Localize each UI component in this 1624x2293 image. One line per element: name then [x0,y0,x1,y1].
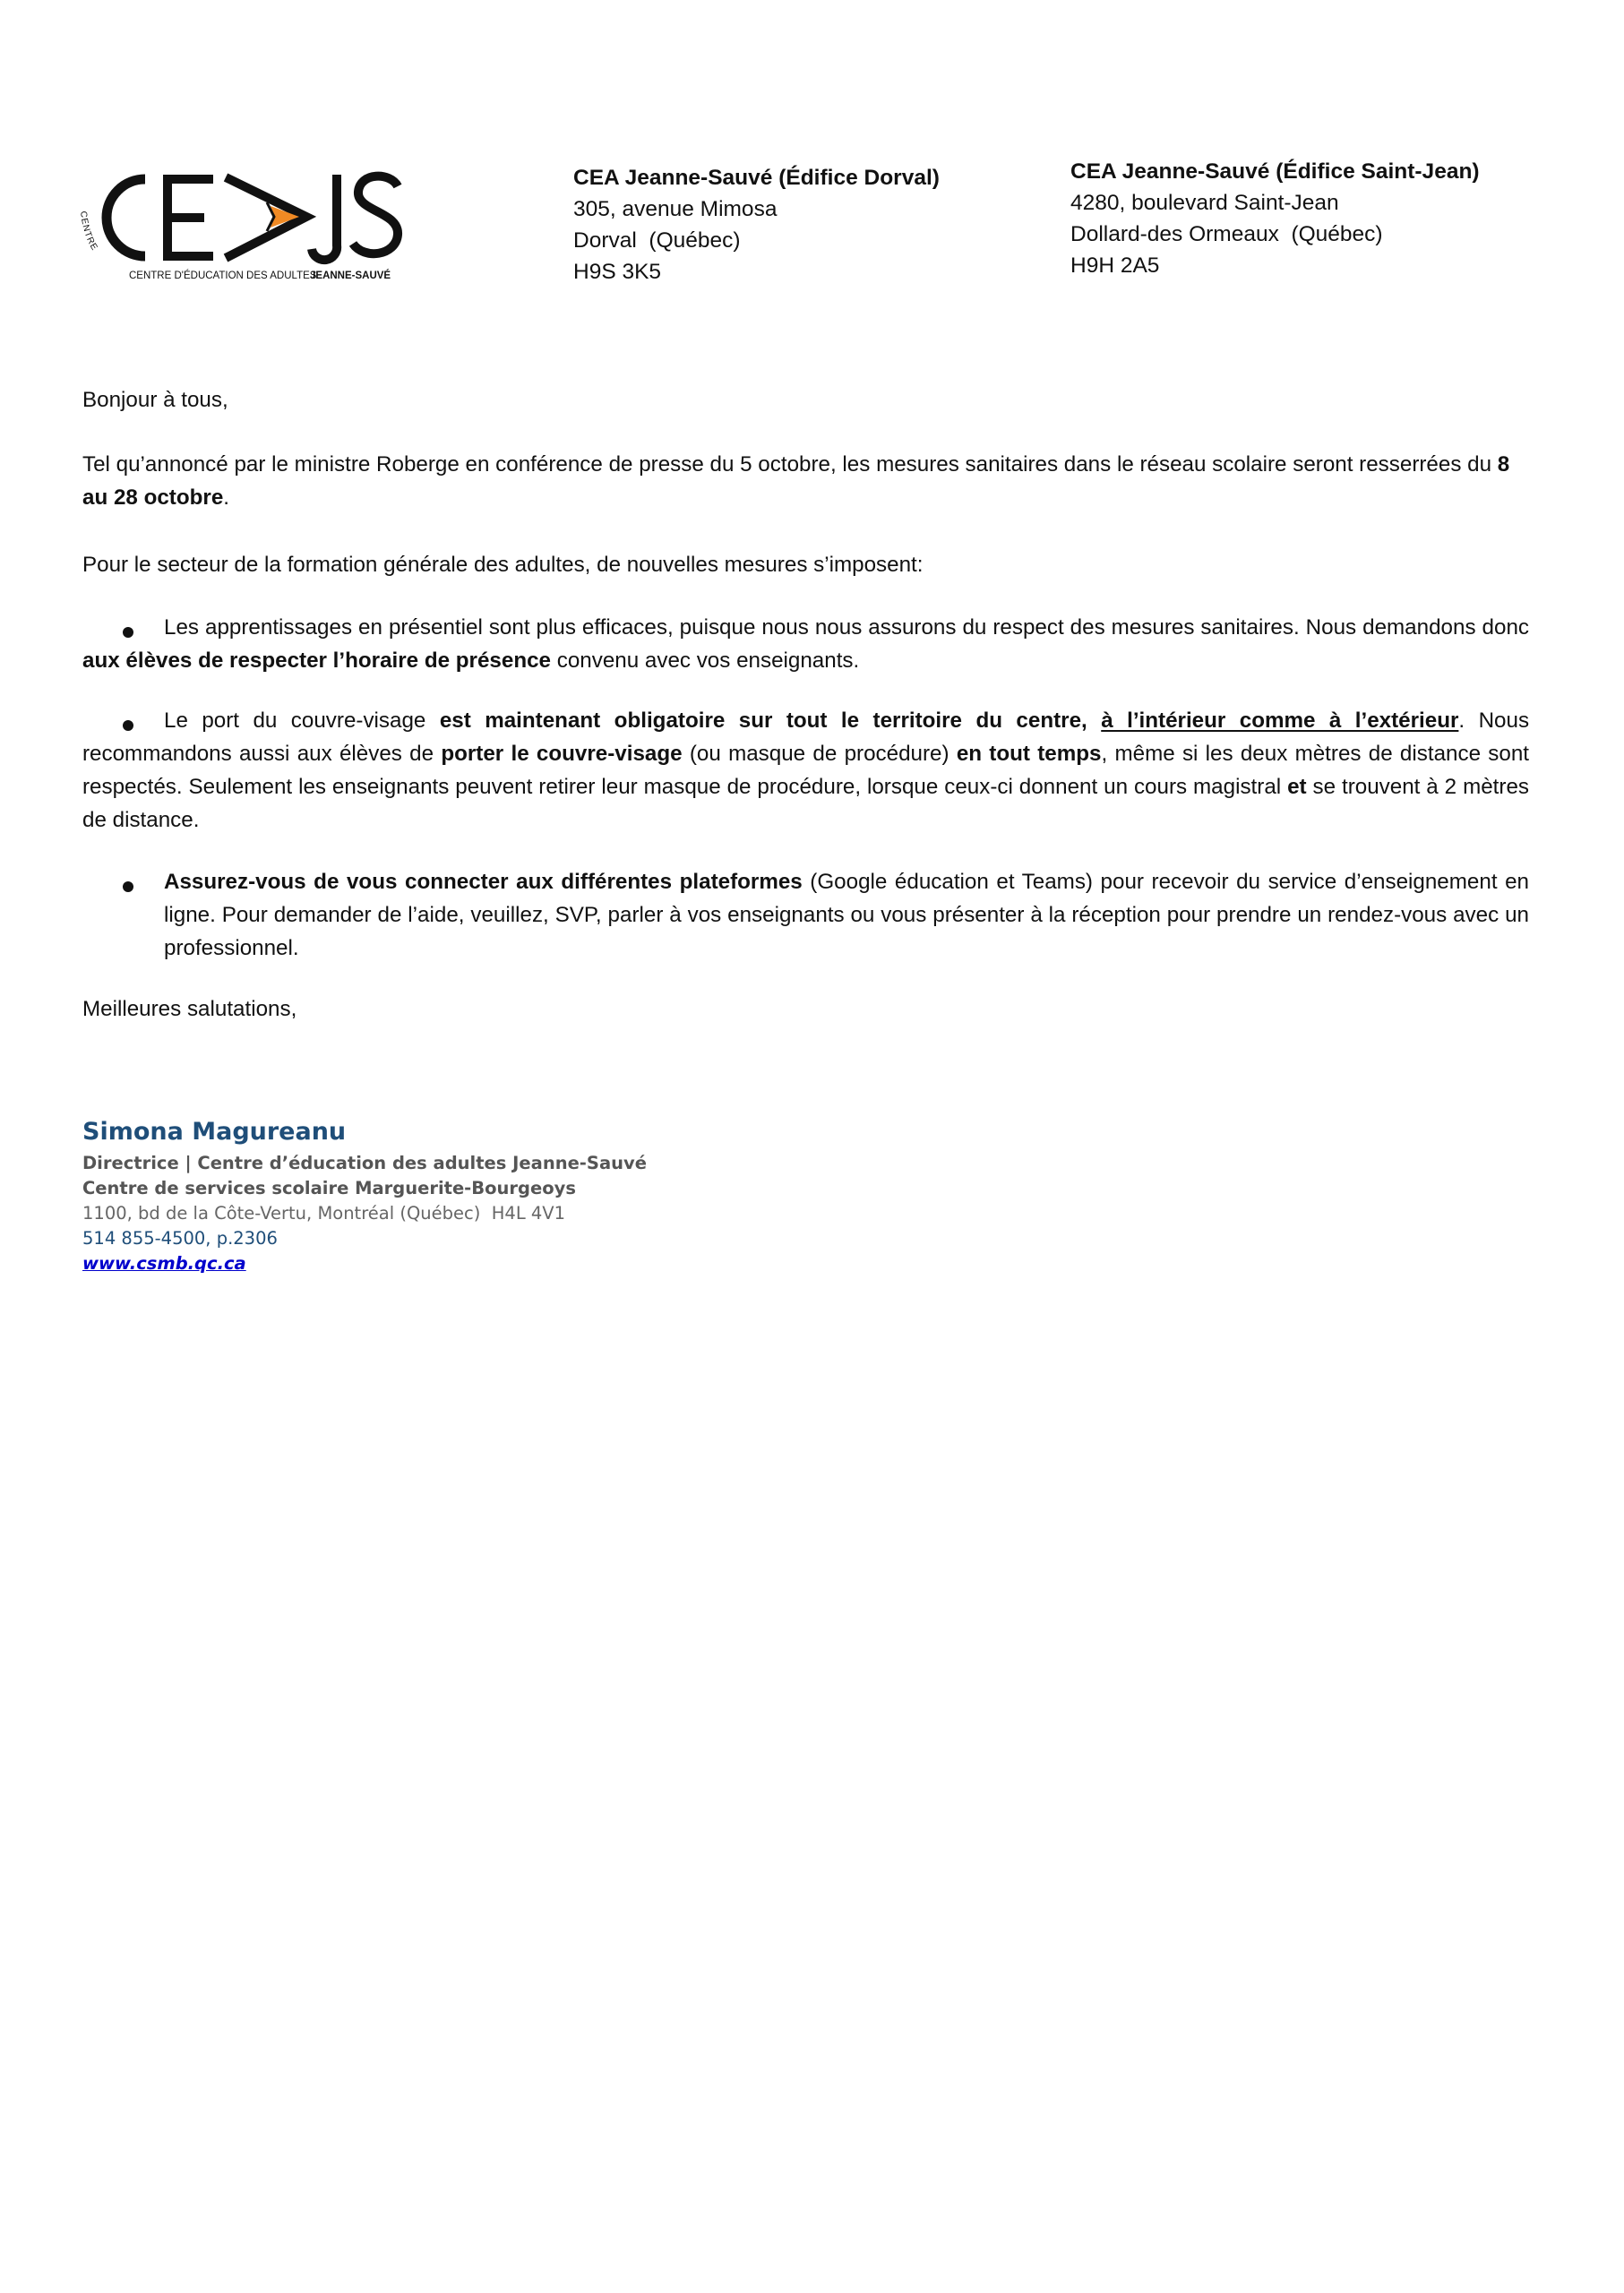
logo-tagline [129,270,317,281]
address-title: CEA Jeanne-Sauvé (Édifice Dorval) [573,166,940,190]
signature-name: Simona Magureanu [82,1118,347,1146]
bullet-text: convenu avec vos enseignants. [551,648,860,673]
bullet-text: (ou masque de procédure) [682,742,957,766]
logo-tagline-regular: CENTRE D'ÉDUCATION DES ADULTES [129,271,317,281]
intro-text: Tel qu’annoncé par le ministre Roberge en conférence de presse du 5 octobre, les mesures sanitaires dans le réseau scolaire seront resserrées du [82,452,1498,477]
intro-end: . [223,485,230,510]
bullet-text: se trouvent à 2 mètres de distance. [82,775,1529,832]
signature-title: Directrice | Centre d’éducation des adultes Jeanne-Sauvé [82,1153,647,1173]
intro-dates: 8 au 28 octobre [82,452,1510,510]
address-street: 305, avenue Mimosa [573,197,778,221]
address-postal: H9S 3K5 [573,260,662,284]
address-postal: H9H 2A5 [1070,253,1160,278]
logo-letter-c [107,179,145,256]
bullet-emphasis: Assurez-vous de vous connecter aux différentes plateformes [164,870,803,894]
logo-arrow-icon [226,177,306,258]
logo-letter-s [353,176,398,254]
ceajs-logo [75,159,416,294]
address-dorval [573,162,940,288]
bullet-emphasis: porter le couvre-visage [441,742,683,766]
bullet-emphasis-underlined: à l’intérieur comme à l’extérieur [1101,709,1459,733]
logo-graphic [75,159,416,294]
intro-paragraph [82,448,1529,514]
address-title: CEA Jeanne-Sauvé (Édifice Saint-Jean) [1070,159,1480,184]
bullet-emphasis: et [1287,775,1307,799]
logo-letter-e [163,175,213,261]
bullet-text: , même si les deux mètres de distance sont respectés. Seulement les enseignants peuvent retirer leur masque de procédure, lorsque ceux-ci donnent un cours magistral [82,742,1530,799]
closing: Meilleures salutations, [82,997,297,1021]
bullet-icon [123,881,133,892]
greeting: Bonjour à tous, [82,388,228,412]
signature-address: 1100, bd de la Côte-Vertu, Montréal (Québec) H4L 4V1 [82,1203,566,1224]
bullet-emphasis: est maintenant obligatoire sur tout le territoire du centre, [439,709,1102,733]
bullet-emphasis: en tout temps [956,742,1102,766]
address-city: Dorval (Québec) [573,228,741,253]
bullet-item-presence [82,611,1529,677]
address-city: Dollard-des Ormeaux (Québec) [1070,222,1383,246]
signature-website-link[interactable]: www.csmb.qc.ca [82,1253,246,1274]
logo-tagline-curve: CENTRE [77,210,100,253]
bullet-emphasis: aux élèves de respecter l’horaire de présence [82,648,552,673]
bullet-text: Le port du couvre-visage [164,709,440,733]
bullet-text: (Google éducation et Teams) pour recevoir du service d’enseignement en ligne. Pour demander de l’aide, veuillez, SVP, parler à vos enseignants ou vous présenter à la réception pour prendre un rendez-vous avec un professionnel. [164,870,1530,960]
logo-letter-j [312,175,337,260]
bullet-text: Les apprentissages en présentiel sont plus efficaces, puisque nous nous assurons du respect des mesures sanitaires. Nous demandons donc [164,615,1529,640]
signature-phone: 514 855-4500, p.2306 [82,1228,278,1249]
bullet-item-platforms [164,865,1529,965]
measures-intro: Pour le secteur de la formation générale des adultes, de nouvelles mesures s’imposent: [82,553,924,577]
address-street: 4280, boulevard Saint-Jean [1070,191,1339,215]
signature-organization: Centre de services scolaire Marguerite-Bourgeoys [82,1178,576,1198]
address-saint-jean [1070,156,1480,281]
bullet-item-mask [82,704,1529,837]
bullet-text: . Nous recommandons aussi aux élèves de [82,709,1530,766]
logo-tagline-bold: JEANNE-SAUVÉ [310,271,391,281]
